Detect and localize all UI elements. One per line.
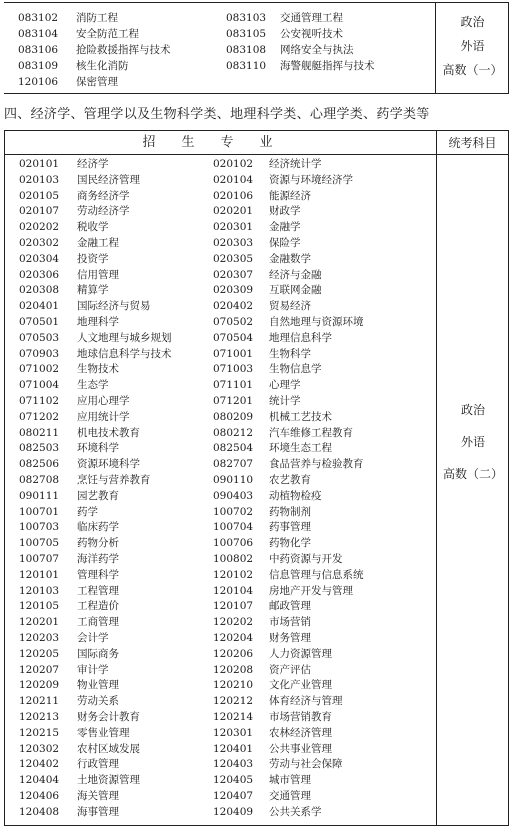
major-name: 市场营销 bbox=[269, 616, 311, 629]
major-code: 020202 bbox=[19, 221, 60, 234]
major-code: 082506 bbox=[19, 458, 60, 471]
subject-politics: 政治 bbox=[460, 15, 485, 29]
major-code: 120401 bbox=[213, 742, 254, 755]
table-row bbox=[5, 473, 436, 489]
major-name: 经济学 bbox=[77, 158, 109, 170]
major-code: 100706 bbox=[213, 537, 254, 550]
major-name: 药事管理 bbox=[269, 521, 311, 534]
major-code: 071004 bbox=[19, 379, 60, 392]
major-name: 海警舰艇指挥与技术 bbox=[280, 60, 375, 72]
major-code: 070501 bbox=[19, 316, 60, 328]
column-header-major: 招生专业 bbox=[142, 135, 299, 150]
major-code: 083102 bbox=[18, 12, 59, 24]
table-row bbox=[5, 299, 436, 315]
table-row bbox=[5, 805, 436, 821]
major-code: 120402 bbox=[19, 758, 60, 771]
major-name: 农林经济管理 bbox=[269, 726, 332, 739]
major-code: 080212 bbox=[213, 426, 254, 439]
table-row bbox=[5, 315, 436, 331]
major-name: 安全防范工程 bbox=[76, 28, 139, 40]
major-code: 083105 bbox=[226, 28, 267, 40]
major-code: 120212 bbox=[213, 695, 254, 708]
major-name: 环境科学 bbox=[77, 442, 119, 455]
major-name: 生物技术 bbox=[77, 363, 119, 376]
table-row bbox=[5, 742, 436, 758]
table-row bbox=[4, 58, 435, 74]
table-row bbox=[5, 252, 436, 268]
major-code: 120203 bbox=[19, 632, 60, 644]
major-name: 商务经济学 bbox=[77, 189, 130, 202]
major-name: 统计学 bbox=[269, 395, 301, 407]
major-name: 药物化学 bbox=[269, 537, 311, 550]
major-code: 120101 bbox=[19, 568, 60, 581]
major-code: 120211 bbox=[19, 695, 60, 708]
major-code: 071102 bbox=[19, 395, 60, 407]
table-row bbox=[4, 26, 435, 42]
table-row bbox=[4, 42, 435, 58]
major-code: 090110 bbox=[213, 474, 254, 486]
major-code: 070504 bbox=[213, 331, 254, 344]
major-code: 120206 bbox=[213, 647, 254, 660]
major-code: 020301 bbox=[213, 221, 254, 234]
major-name: 人力资源管理 bbox=[269, 647, 332, 660]
major-name: 能源经济 bbox=[269, 189, 311, 202]
table-row bbox=[5, 268, 436, 284]
major-code: 090111 bbox=[19, 489, 60, 502]
major-code: 120404 bbox=[19, 774, 60, 787]
major-name: 地理科学 bbox=[77, 316, 119, 328]
major-code: 120409 bbox=[213, 805, 254, 818]
major-name: 财务管理 bbox=[269, 632, 311, 644]
table-row bbox=[5, 552, 436, 568]
major-code: 120105 bbox=[19, 600, 60, 613]
major-name: 工程管理 bbox=[77, 584, 119, 597]
major-code: 071101 bbox=[213, 379, 254, 392]
major-name: 农艺教育 bbox=[269, 474, 311, 486]
major-name: 保密管理 bbox=[76, 76, 118, 88]
major-name: 国民经济管理 bbox=[77, 173, 140, 186]
major-name: 交通管理 bbox=[269, 790, 311, 802]
major-code: 120207 bbox=[19, 663, 60, 676]
major-name: 体育经济与管理 bbox=[269, 695, 343, 708]
major-name: 国际商务 bbox=[77, 647, 119, 660]
major-name: 物业管理 bbox=[77, 679, 119, 692]
major-code: 020304 bbox=[19, 252, 60, 265]
major-code: 020305 bbox=[213, 252, 254, 265]
column-header-subject: 统考科目 bbox=[448, 136, 497, 150]
table-row bbox=[5, 631, 436, 647]
major-name: 贸易经济 bbox=[269, 300, 311, 313]
header-divider bbox=[5, 154, 508, 155]
major-code: 083106 bbox=[18, 44, 59, 56]
table-row bbox=[5, 347, 436, 363]
major-name: 邮政管理 bbox=[269, 600, 311, 613]
major-code: 071202 bbox=[19, 410, 60, 423]
major-code: 020104 bbox=[213, 173, 254, 186]
major-name: 烹饪与营养教育 bbox=[77, 474, 151, 486]
major-code: 083110 bbox=[226, 60, 267, 72]
major-code: 120405 bbox=[213, 774, 254, 787]
table-row bbox=[5, 489, 436, 505]
major-code: 083108 bbox=[226, 44, 267, 56]
table-section4 bbox=[4, 130, 509, 826]
major-name: 药学 bbox=[77, 505, 98, 518]
major-code: 120106 bbox=[18, 76, 59, 88]
major-code: 120209 bbox=[19, 679, 60, 692]
major-code: 120202 bbox=[213, 616, 254, 629]
major-code: 070503 bbox=[19, 331, 60, 344]
major-name: 网络安全与执法 bbox=[280, 44, 354, 56]
major-code: 120302 bbox=[19, 742, 60, 755]
major-code: 080211 bbox=[19, 426, 60, 439]
major-name: 生物科学 bbox=[269, 347, 311, 360]
major-name: 资产评估 bbox=[269, 663, 311, 676]
major-name: 抢险救援指挥与技术 bbox=[76, 44, 171, 56]
major-name: 环境生态工程 bbox=[269, 442, 332, 455]
major-code: 080209 bbox=[213, 410, 254, 423]
major-code: 120408 bbox=[19, 805, 60, 818]
major-code: 120301 bbox=[213, 726, 254, 739]
major-name: 税收学 bbox=[77, 221, 109, 234]
major-code: 100705 bbox=[19, 537, 60, 550]
major-code: 120103 bbox=[19, 584, 60, 597]
major-name: 财务会计教育 bbox=[77, 711, 140, 723]
major-name: 金融学 bbox=[269, 221, 301, 234]
table-row bbox=[5, 204, 436, 220]
table-row bbox=[5, 536, 436, 552]
major-name: 中药资源与开发 bbox=[269, 553, 343, 565]
table-row bbox=[5, 236, 436, 252]
major-name: 互联网金融 bbox=[269, 284, 322, 297]
table-row bbox=[5, 331, 436, 347]
table-row bbox=[5, 157, 436, 173]
major-code: 020308 bbox=[19, 284, 60, 297]
major-code: 120403 bbox=[213, 758, 254, 771]
table-row bbox=[5, 757, 436, 773]
major-code: 020307 bbox=[213, 268, 254, 281]
table-row bbox=[5, 505, 436, 521]
major-code: 120102 bbox=[213, 568, 254, 581]
major-code: 020107 bbox=[19, 205, 60, 218]
major-code: 020201 bbox=[213, 205, 254, 218]
major-code: 082504 bbox=[213, 442, 254, 455]
major-name: 劳动关系 bbox=[77, 695, 119, 708]
major-name: 资源环境科学 bbox=[77, 458, 140, 471]
major-name: 海洋药学 bbox=[77, 553, 119, 565]
major-name: 会计学 bbox=[77, 632, 109, 644]
major-code: 120204 bbox=[213, 632, 254, 644]
major-code: 020302 bbox=[19, 237, 60, 249]
major-code: 120104 bbox=[213, 584, 254, 597]
major-name: 投资学 bbox=[77, 252, 109, 265]
major-name: 保险学 bbox=[269, 237, 301, 249]
table-row bbox=[5, 457, 436, 473]
major-name: 文化产业管理 bbox=[269, 679, 332, 692]
major-name: 财政学 bbox=[269, 205, 301, 218]
major-code: 082708 bbox=[19, 474, 60, 486]
table-row bbox=[5, 220, 436, 236]
major-name: 信息管理与信息系统 bbox=[269, 568, 364, 581]
major-name: 交通管理工程 bbox=[280, 12, 343, 24]
major-name: 经济统计学 bbox=[269, 158, 322, 170]
major-code: 082503 bbox=[19, 442, 60, 455]
major-name: 食品营养与检验教育 bbox=[269, 458, 364, 471]
major-code: 120213 bbox=[19, 711, 60, 723]
major-name: 生物信息学 bbox=[269, 363, 322, 376]
major-code: 083104 bbox=[18, 28, 59, 40]
table-row bbox=[5, 441, 436, 457]
major-code: 100707 bbox=[19, 553, 60, 565]
major-name: 精算学 bbox=[77, 284, 109, 297]
table-row bbox=[5, 789, 436, 805]
major-name: 市场营销教育 bbox=[269, 711, 332, 723]
major-code: 020402 bbox=[213, 300, 254, 313]
major-name: 园艺教育 bbox=[77, 489, 119, 502]
major-code: 120210 bbox=[213, 679, 254, 692]
major-code: 071002 bbox=[19, 363, 60, 376]
table-row bbox=[5, 173, 436, 189]
section4-heading: 四、经济学、管理学以及生物科学类、地理科学类、心理学类、药学类等 bbox=[4, 107, 430, 122]
major-code: 100704 bbox=[213, 521, 254, 534]
major-code: 120107 bbox=[213, 600, 254, 613]
major-code: 020105 bbox=[19, 189, 60, 202]
table-row bbox=[5, 584, 436, 600]
major-name: 地球信息科学与技术 bbox=[77, 347, 172, 360]
subject-politics: 政治 bbox=[460, 403, 485, 417]
table-row bbox=[5, 773, 436, 789]
major-code: 120205 bbox=[19, 647, 60, 660]
major-code: 070502 bbox=[213, 316, 254, 328]
major-code: 020303 bbox=[213, 237, 254, 249]
major-name: 应用心理学 bbox=[77, 395, 130, 407]
major-name: 经济与金融 bbox=[269, 268, 322, 281]
table-row bbox=[5, 599, 436, 615]
major-name: 公安视听技术 bbox=[280, 28, 343, 40]
subject-math: 高数（一） bbox=[442, 63, 503, 77]
major-code: 120208 bbox=[213, 663, 254, 676]
major-code: 100703 bbox=[19, 521, 60, 534]
major-name: 核生化消防 bbox=[76, 60, 129, 72]
major-name: 信用管理 bbox=[77, 268, 119, 281]
major-name: 药物制剂 bbox=[269, 505, 311, 518]
major-name: 自然地理与资源环境 bbox=[269, 316, 364, 328]
major-name: 机电技术教育 bbox=[77, 426, 140, 439]
major-name: 金融数学 bbox=[269, 252, 311, 265]
major-code: 090403 bbox=[213, 489, 254, 502]
table-row bbox=[5, 394, 436, 410]
major-name: 药物分析 bbox=[77, 537, 119, 550]
major-name: 劳动经济学 bbox=[77, 205, 130, 218]
subject-math: 高数（二） bbox=[442, 467, 503, 481]
major-name: 消防工程 bbox=[76, 12, 118, 24]
table-row bbox=[5, 647, 436, 663]
major-code: 020309 bbox=[213, 284, 254, 297]
major-name: 金融工程 bbox=[77, 237, 119, 249]
major-code: 070903 bbox=[19, 347, 60, 360]
major-code: 071201 bbox=[213, 395, 254, 407]
major-name: 土地资源管理 bbox=[77, 774, 140, 787]
major-name: 海事管理 bbox=[77, 805, 119, 818]
major-code: 083103 bbox=[226, 12, 267, 24]
table-row bbox=[5, 663, 436, 679]
major-name: 人文地理与城乡规划 bbox=[77, 331, 172, 344]
major-name: 汽车维修工程教育 bbox=[269, 426, 353, 439]
table-row bbox=[5, 520, 436, 536]
major-code: 020401 bbox=[19, 300, 60, 313]
table-row bbox=[5, 726, 436, 742]
major-name: 心理学 bbox=[269, 379, 301, 392]
subject-foreign-language: 外语 bbox=[460, 39, 485, 53]
major-name: 公共关系学 bbox=[269, 805, 322, 818]
major-code: 120407 bbox=[213, 790, 254, 802]
major-code: 100802 bbox=[213, 553, 254, 565]
subject-foreign-language: 外语 bbox=[460, 435, 485, 449]
major-code: 082707 bbox=[213, 458, 254, 471]
major-code: 120201 bbox=[19, 616, 60, 629]
major-name: 审计学 bbox=[77, 663, 109, 676]
table-row bbox=[5, 189, 436, 205]
major-code: 120406 bbox=[19, 790, 60, 802]
major-name: 城市管理 bbox=[269, 774, 311, 787]
table-row bbox=[5, 694, 436, 710]
major-name: 房地产开发与管理 bbox=[269, 584, 353, 597]
major-name: 生态学 bbox=[77, 379, 109, 392]
major-code: 100701 bbox=[19, 505, 60, 518]
major-code: 120215 bbox=[19, 726, 60, 739]
table-row bbox=[4, 10, 435, 26]
major-name: 管理科学 bbox=[77, 568, 119, 581]
major-code: 020102 bbox=[213, 158, 254, 170]
major-code: 020103 bbox=[19, 173, 60, 186]
major-name: 动植物检疫 bbox=[269, 489, 322, 502]
major-name: 应用统计学 bbox=[77, 410, 130, 423]
major-code: 071001 bbox=[213, 347, 254, 360]
major-name: 临床药学 bbox=[77, 521, 119, 534]
table-row bbox=[5, 362, 436, 378]
major-name: 海关管理 bbox=[77, 790, 119, 802]
major-name: 农村区域发展 bbox=[77, 742, 140, 755]
table-row bbox=[5, 615, 436, 631]
major-name: 国际经济与贸易 bbox=[77, 300, 151, 313]
section4-subject-cell bbox=[436, 131, 509, 825]
table-section3 bbox=[4, 2, 509, 94]
major-code: 071003 bbox=[213, 363, 254, 376]
table-row bbox=[5, 410, 436, 426]
table-row bbox=[5, 426, 436, 442]
table-row bbox=[5, 283, 436, 299]
major-name: 劳动与社会保障 bbox=[269, 758, 343, 771]
table-row bbox=[5, 378, 436, 394]
major-name: 机械工艺技术 bbox=[269, 410, 332, 423]
major-code: 020101 bbox=[19, 158, 60, 170]
major-name: 工程造价 bbox=[77, 600, 119, 613]
major-name: 零售业管理 bbox=[77, 726, 130, 739]
major-name: 工商管理 bbox=[77, 616, 119, 629]
major-name: 资源与环境经济学 bbox=[269, 173, 353, 186]
major-name: 行政管理 bbox=[77, 758, 119, 771]
table-row bbox=[5, 678, 436, 694]
major-code: 020306 bbox=[19, 268, 60, 281]
major-code: 083109 bbox=[18, 60, 59, 72]
table-row bbox=[4, 74, 435, 90]
major-code: 120214 bbox=[213, 711, 254, 723]
table-row bbox=[5, 568, 436, 584]
major-name: 公共事业管理 bbox=[269, 742, 332, 755]
section3-subject-cell bbox=[435, 3, 509, 93]
major-code: 020106 bbox=[213, 189, 254, 202]
major-name: 地理信息科学 bbox=[269, 331, 332, 344]
table-row bbox=[5, 710, 436, 726]
major-code: 100702 bbox=[213, 505, 254, 518]
